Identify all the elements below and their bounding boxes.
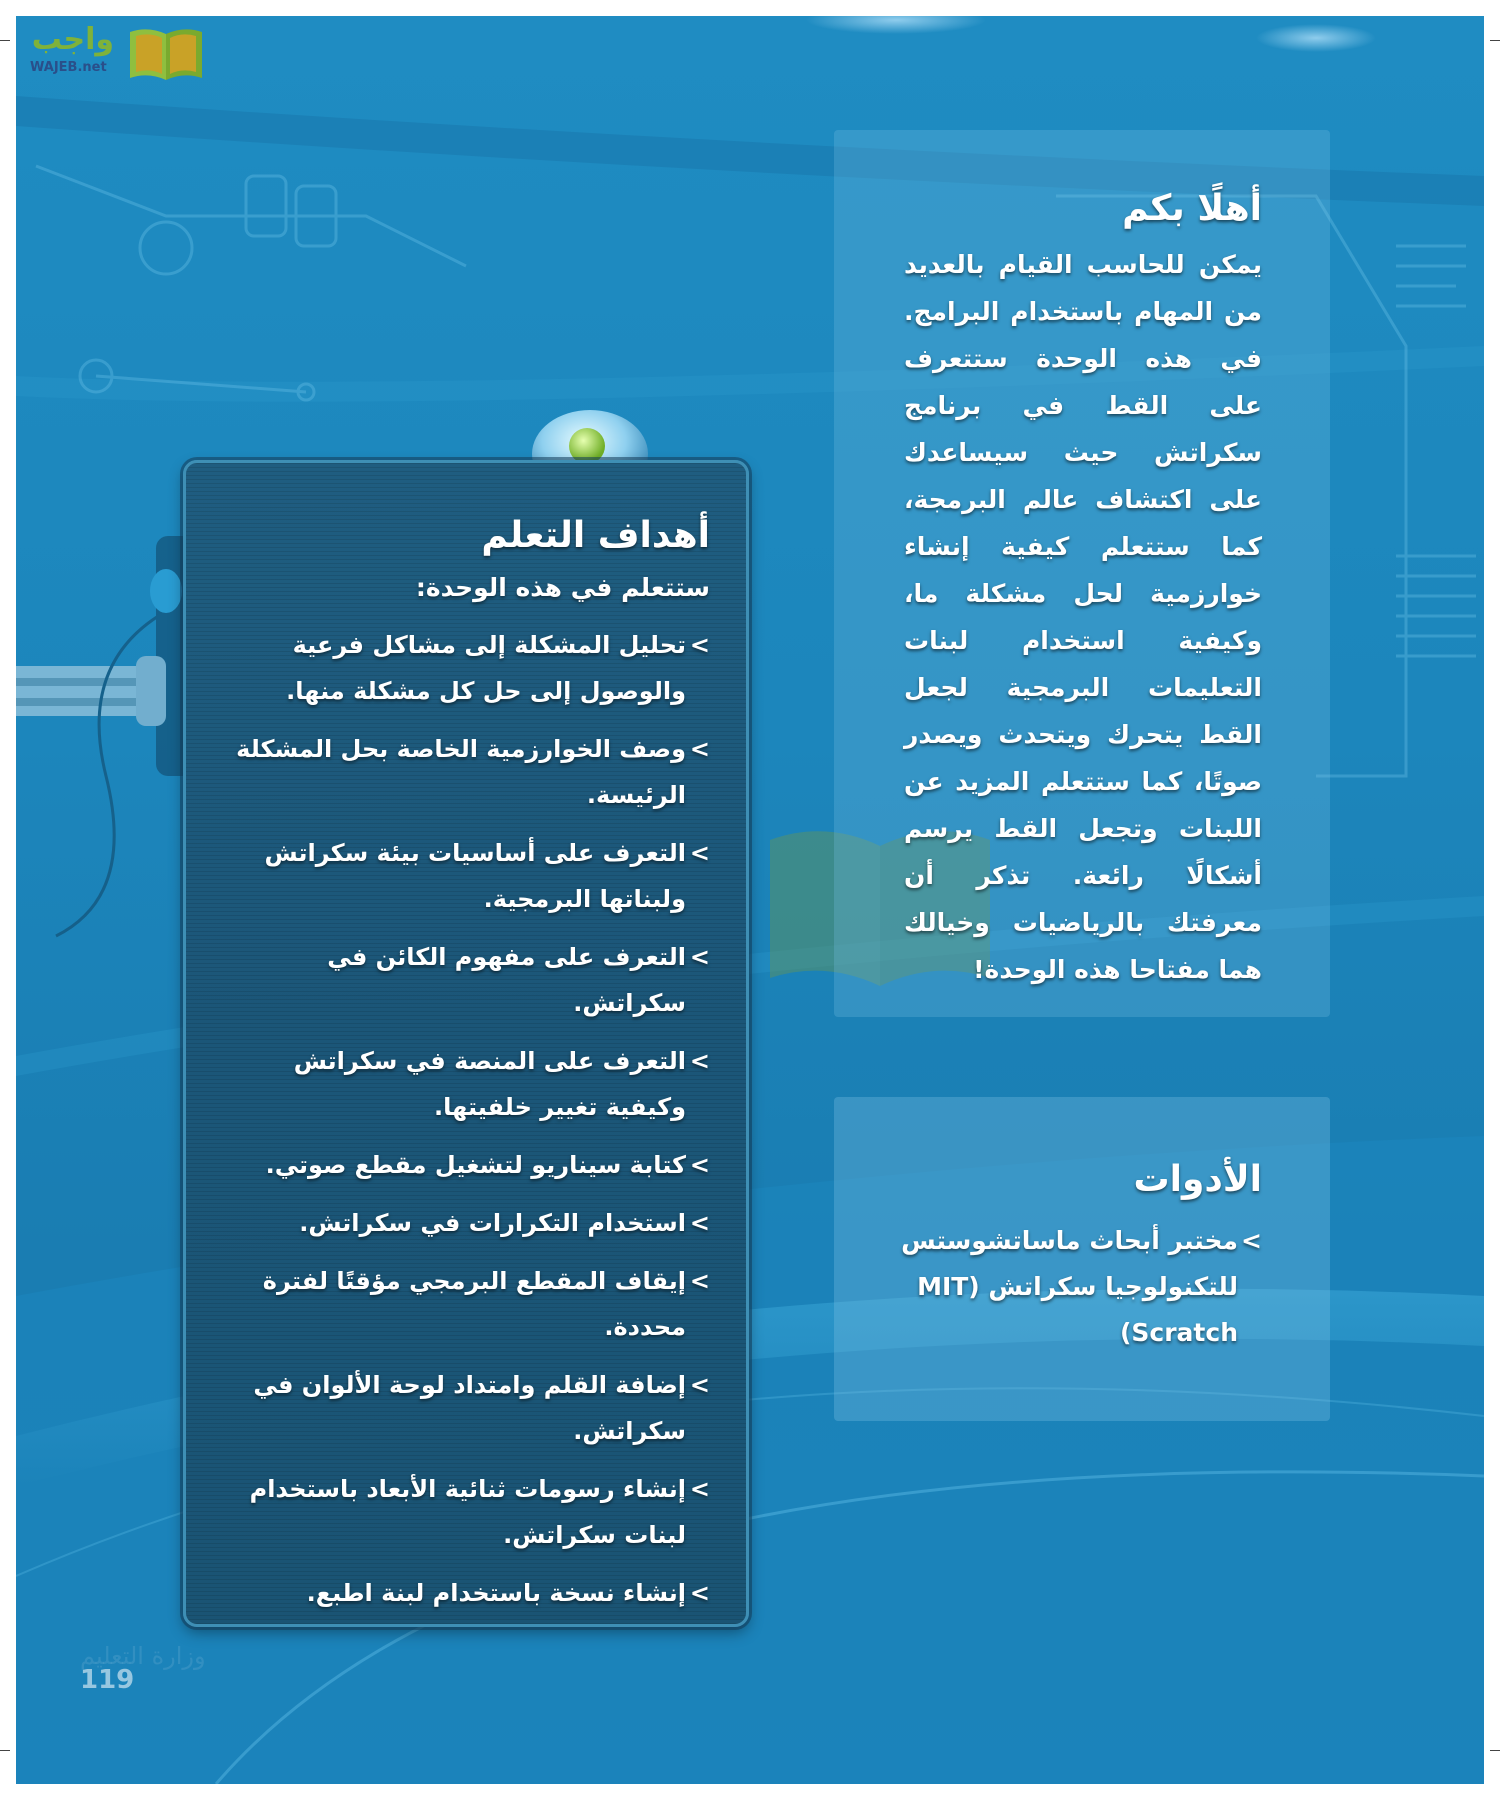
- chevron-bullet-icon: >: [689, 1371, 710, 1399]
- welcome-body: يمكن للحاسب القيام بالعديد من المهام باستخدام البرامج. في هذه الوحدة ستتعرف على القط في برنامج سكراتش حيث سيساعدك على اكتشاف عالم البرمجة، كما ستتعلم كيفية إنشاء خوارزمية لحل مشكلة ما، وكيفية استخدام لبنات التعليمات البرمجية لجعل القط يتحرك ويتحدث ويصدر صوتًا، كما ستتعلم المزيد عن اللبنات وتجعل القط يرسم أشكالًا رائعة. تذكر أن معرفتك بالرياضيات وخيالك هما مفتاحا هذه الوحدة!: [904, 250, 1262, 984]
- chevron-bullet-icon: >: [689, 943, 710, 971]
- chevron-bullet-icon: >: [689, 631, 710, 659]
- tools-title: الأدوات: [1133, 1159, 1262, 1200]
- goal-item: > تحليل المشكلة إلى مشاكل فرعية والوصول إلى حل كل مشكلة منها.: [216, 622, 710, 714]
- ministry-watermark: وزارة التعليم: [80, 1642, 206, 1670]
- chevron-bullet-icon: >: [689, 839, 710, 867]
- goal-item: > إضافة القلم وامتداد لوحة الألوان في سكراتش.: [216, 1362, 710, 1454]
- learning-goals-panel: [183, 460, 749, 1627]
- chevron-bullet-icon: >: [689, 1209, 710, 1237]
- goal-item: > التعرف على مفهوم الكائن في سكراتش.: [216, 934, 710, 1026]
- wajeb-logo: [24, 20, 204, 84]
- goal-item: > استخدام التكرارات في سكراتش.: [216, 1200, 710, 1246]
- goals-title: أهداف التعلم: [481, 515, 710, 556]
- crop-mark: [0, 40, 10, 41]
- tools-item-text: مختبر أبحاث ماساتشوستس للتكنولوجيا سكراتش (MIT Scratch): [901, 1226, 1238, 1347]
- chevron-bullet-icon: >: [689, 1475, 710, 1503]
- logo-word: واجب: [31, 22, 114, 57]
- welcome-title: أهلًا بكم: [1122, 188, 1262, 229]
- goals-intro: ستتعلم في هذه الوحدة:: [415, 573, 710, 602]
- tools-panel: [834, 1097, 1330, 1421]
- chevron-bullet-icon: >: [689, 735, 710, 763]
- goal-item: > كتابة سيناريو لتشغيل مقطع صوتي.: [216, 1142, 710, 1188]
- goal-item: > التعرف على المنصة في سكراتش وكيفية تغيير خلفيتها.: [216, 1038, 710, 1130]
- chevron-bullet-icon: >: [689, 1267, 710, 1295]
- goal-item: > إنشاء نسخة باستخدام لبنة اطبع.: [216, 1570, 710, 1616]
- crop-mark: [1490, 1750, 1500, 1751]
- goals-list: [216, 622, 710, 1616]
- tools-item: [874, 1218, 1262, 1356]
- goal-item: > إيقاف المقطع البرمجي مؤقتًا لفترة محددة.: [216, 1258, 710, 1350]
- chevron-bullet-icon: >: [689, 1151, 710, 1179]
- goal-item: > وصف الخوارزمية الخاصة بحل المشكلة الرئيسة.: [216, 726, 710, 818]
- crop-mark: [0, 1750, 10, 1751]
- chevron-bullet-icon: >: [689, 1579, 710, 1607]
- open-book-icon: [126, 24, 206, 82]
- welcome-panel: [834, 130, 1330, 1017]
- page-number: 119: [80, 1665, 135, 1695]
- goal-item: > إنشاء رسومات ثنائية الأبعاد باستخدام لبنات سكراتش.: [216, 1466, 710, 1558]
- goal-item: > التعرف على أساسيات بيئة سكراتش ولبناتها البرمجية.: [216, 830, 710, 922]
- crop-mark: [1490, 40, 1500, 41]
- logo-subtitle: WAJEB.net: [30, 60, 107, 75]
- chevron-bullet-icon: >: [1241, 1226, 1262, 1255]
- chevron-bullet-icon: >: [689, 1047, 710, 1075]
